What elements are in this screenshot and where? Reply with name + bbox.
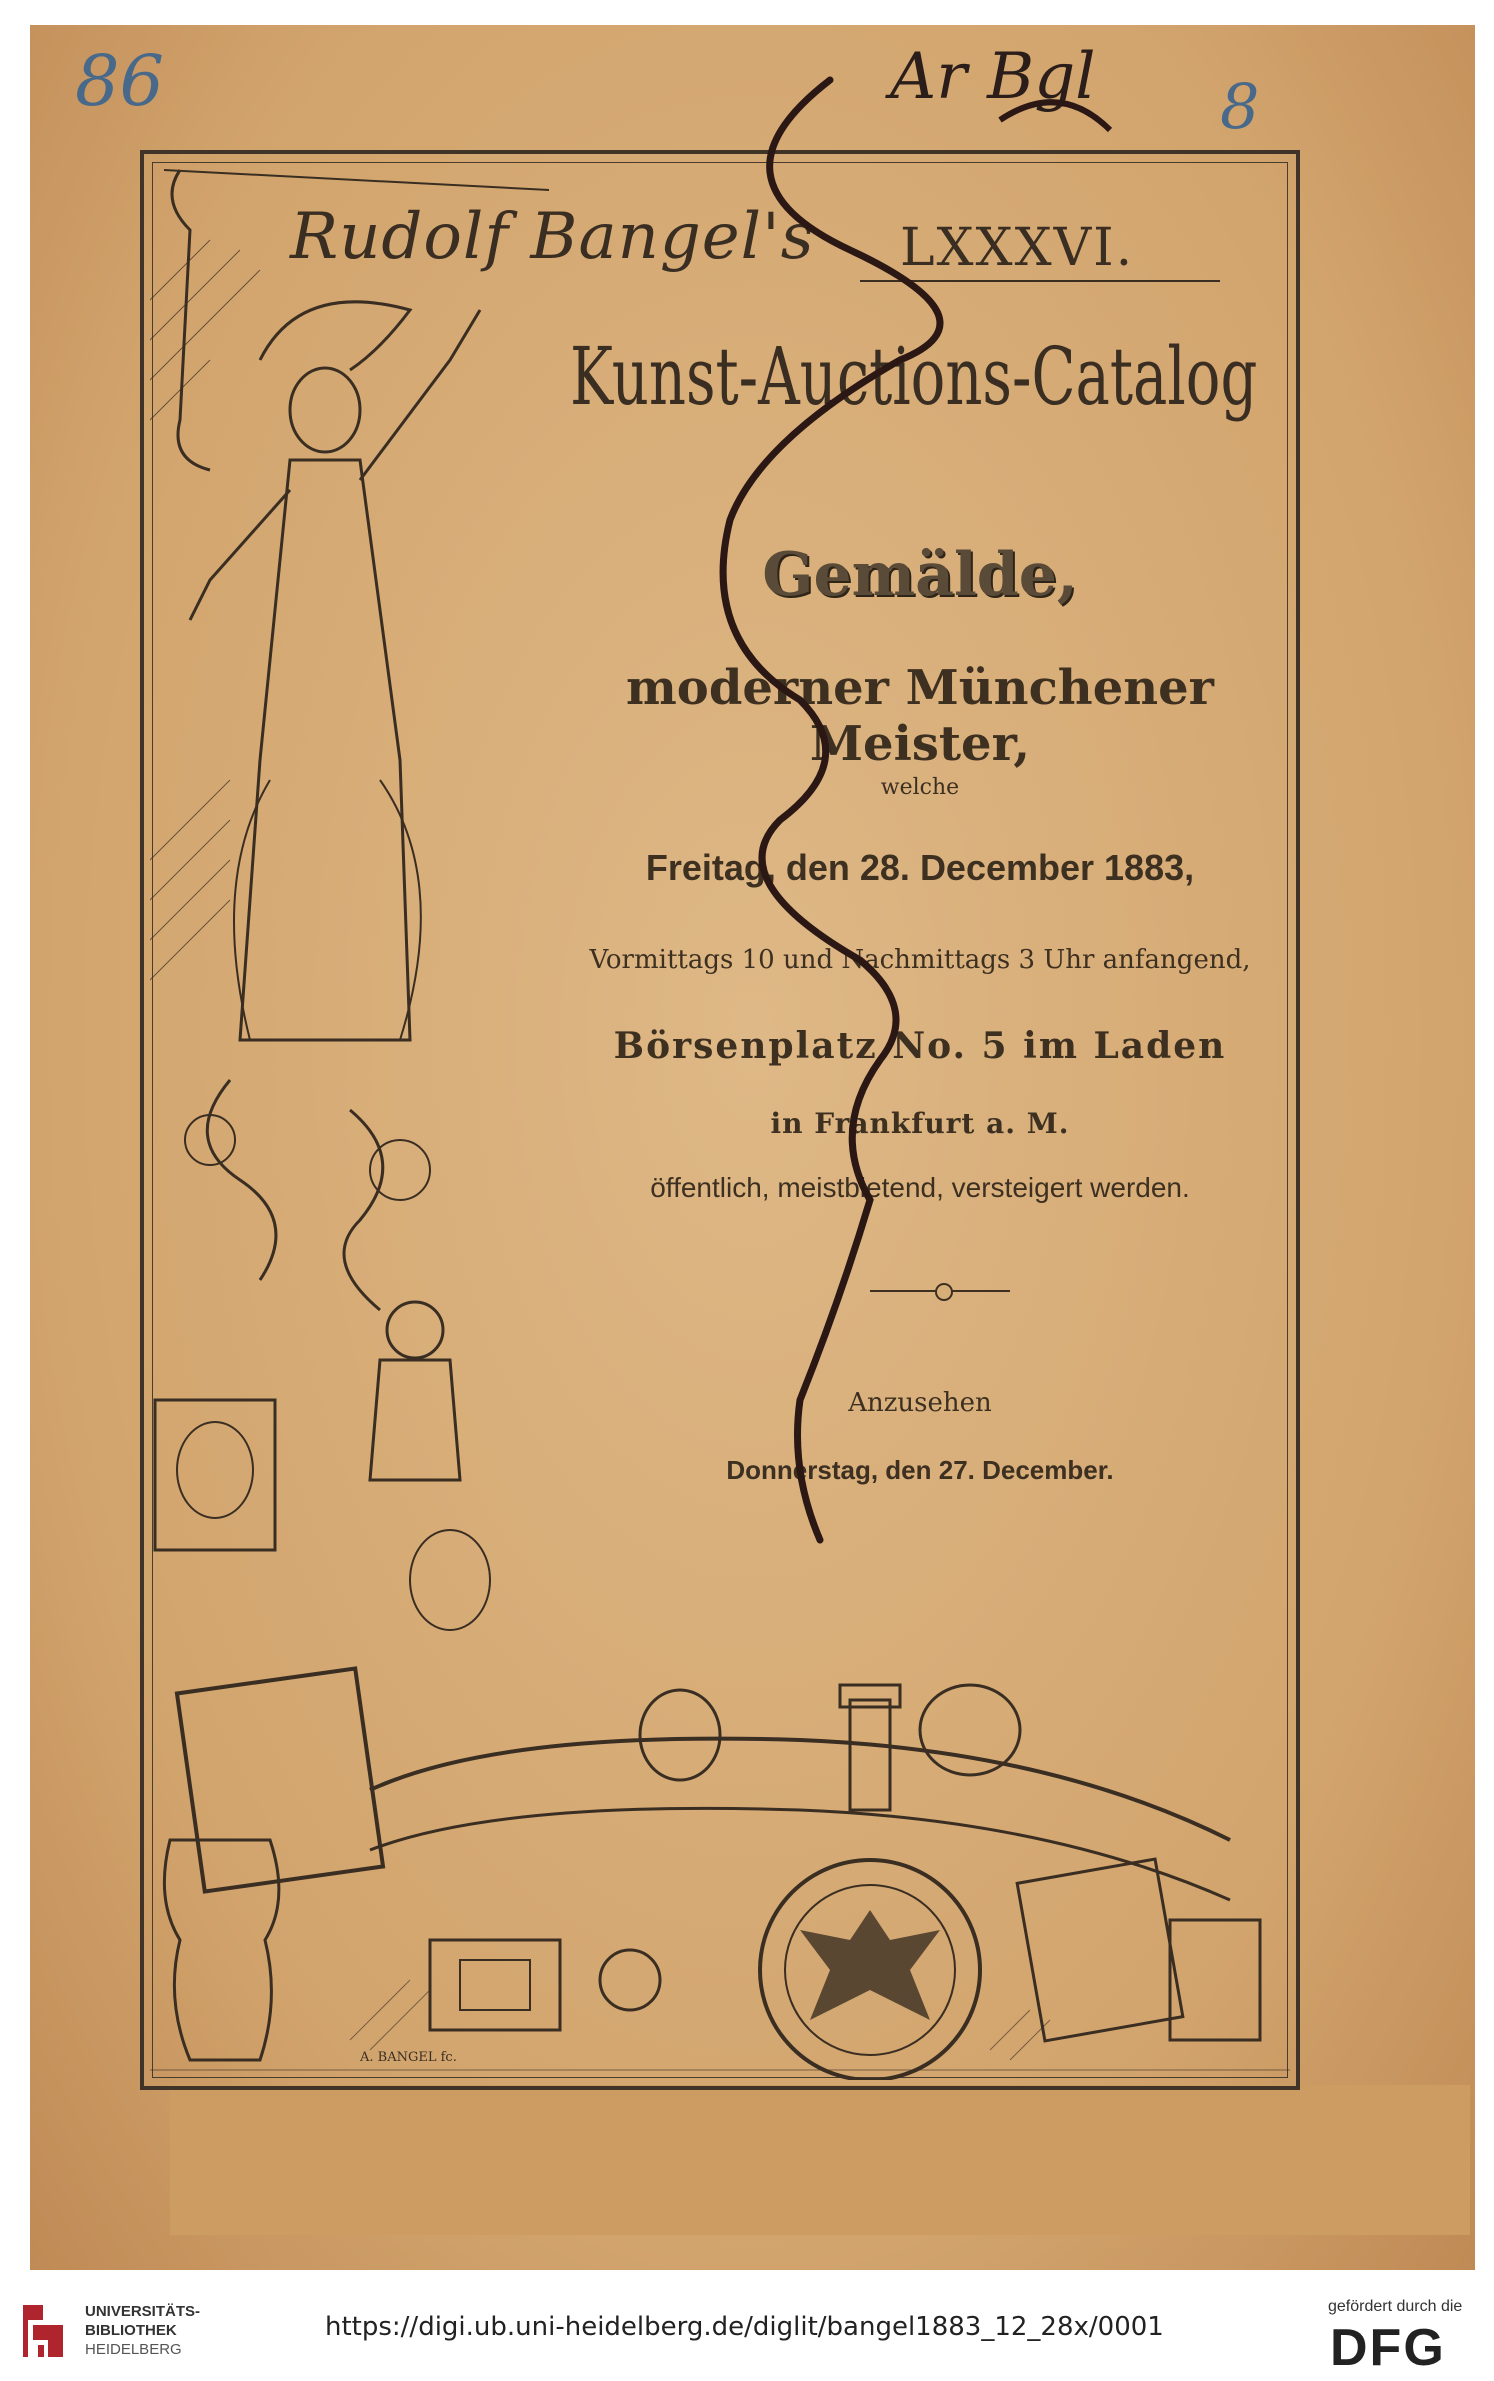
subheading-meister: moderner Münchener Meister, <box>626 660 1214 772</box>
ink-signature: Ar Bgl <box>890 40 1096 114</box>
auction-city: in Frankfurt a. M. <box>770 1107 1070 1140</box>
page-bottom-edge <box>170 2085 1470 2235</box>
dfg-logo: DFG <box>1330 2319 1446 2377</box>
engraver-signature: A. BANGEL fc. <box>360 2050 457 2065</box>
auction-date: Freitag, den 28. December 1883, <box>645 847 1195 888</box>
pencil-annotation-number: 86 <box>75 40 165 122</box>
title-line-rudolf-bangels: Rudolf Bangel's <box>290 200 815 274</box>
library-line-1: UNIVERSITÄTS- <box>85 2303 201 2320</box>
funding-label: gefördert durch die <box>1328 2298 1463 2315</box>
catalog-number: LXXXVI. <box>900 218 1135 278</box>
viewing-label: Anzusehen <box>848 1388 992 1418</box>
auction-times: Vormittags 10 und Nachmittags 3 Uhr anfangend, <box>589 945 1251 975</box>
university-library-name <box>85 2302 200 2359</box>
document-url[interactable]: https://digi.ub.uni-heidelberg.de/diglit/bangel1883_12_28x/0001 <box>325 2312 1164 2342</box>
heading-gemaelde: Gemälde, <box>762 540 1078 610</box>
auction-note: öffentlich, meistbietend, versteigert werden. <box>650 1172 1190 1203</box>
viewer-footer <box>0 2290 1494 2381</box>
decorative-illustration-bottom <box>150 1640 1300 2080</box>
library-line-3: HEIDELBERG <box>85 2341 182 2358</box>
title-line-kunst-auctions-catalog: Kunst-Auctions-Catalog <box>570 330 1258 423</box>
viewing-date: Donnerstag, den 27. December. <box>726 1455 1114 1485</box>
university-library-logo-icon <box>18 2300 68 2362</box>
pencil-annotation-right: 8 <box>1220 70 1260 143</box>
text-welche: welche <box>880 775 960 800</box>
auction-location: Börsenplatz No. 5 im Laden <box>613 1025 1227 1067</box>
library-line-2: BIBLIOTHEK <box>85 2322 177 2339</box>
